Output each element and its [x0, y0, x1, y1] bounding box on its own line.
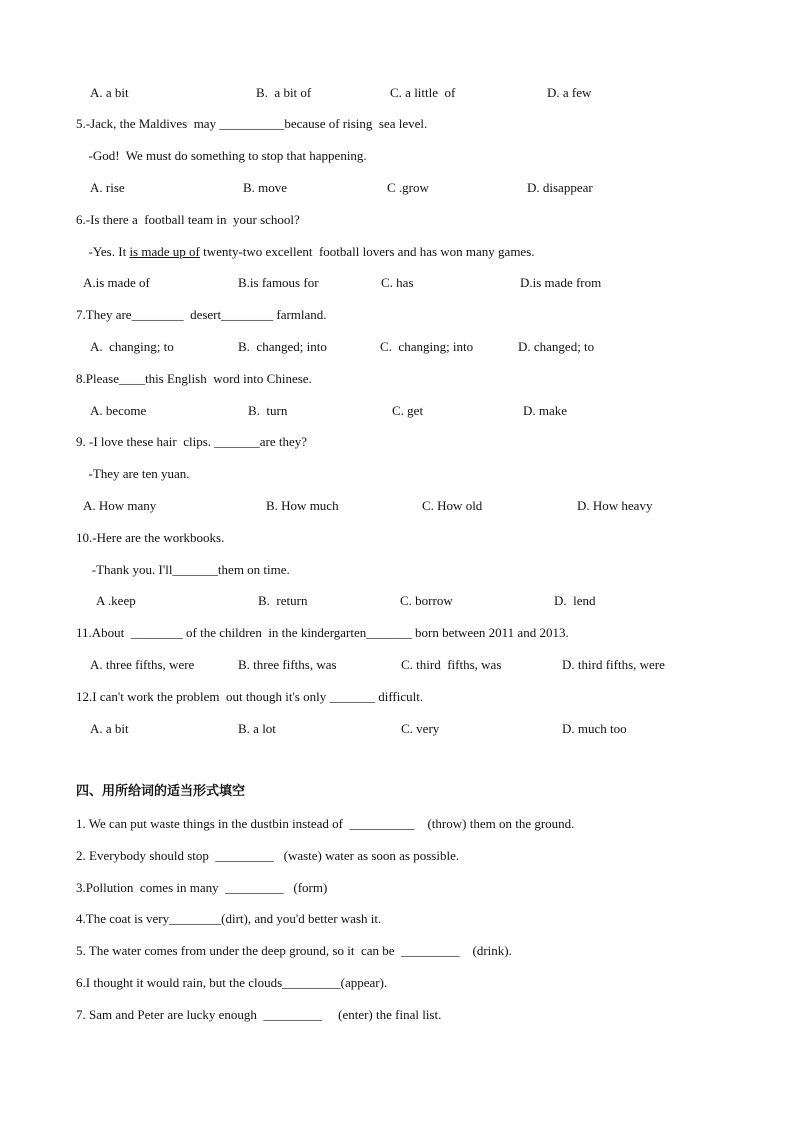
question-text: 10.-Here are the workbooks.	[76, 530, 225, 545]
fill-item: 7. Sam and Peter are lucky enough _________ (enter) the final list.	[76, 1007, 442, 1022]
option-a: A. a bit	[90, 721, 129, 736]
option-a: A. changing; to	[90, 339, 174, 354]
option-a: A. How many	[83, 498, 157, 513]
option-d: D. make	[523, 403, 568, 418]
option-d: D. third fifths, were	[562, 657, 665, 672]
option-a: A. a bit	[90, 85, 129, 100]
question-text: 7.They are________ desert________ farmland.	[76, 307, 327, 322]
option-b: B. a bit of	[256, 85, 312, 100]
option-a: A. rise	[90, 180, 125, 195]
option-b: B.is famous for	[238, 275, 319, 290]
option-c: C. very	[401, 721, 440, 736]
option-d: D.is made from	[520, 275, 602, 290]
fill-item: 4.The coat is very________(dirt), and you'd better wash it.	[76, 911, 382, 926]
question-text: 5.-Jack, the Maldives may __________because of rising sea level.	[76, 116, 428, 131]
option-b: B. move	[243, 180, 288, 195]
option-d: D. disappear	[527, 180, 593, 195]
option-b: B. a lot	[238, 721, 276, 736]
option-b: B. How much	[266, 498, 339, 513]
fill-item: 1. We can put waste things in the dustbin instead of __________ (throw) them on the ground.	[76, 816, 575, 831]
question-text: 11.About ________ of the children in the kindergarten_______ born between 2011 and 2013.	[76, 625, 569, 640]
option-b: B. return	[258, 593, 308, 608]
question-text: 9. -I love these hair clips. _______are they?	[76, 434, 308, 449]
underlined-phrase: is made up of	[129, 244, 200, 259]
fill-item: 2. Everybody should stop _________ (waste) water as soon as possible.	[76, 848, 460, 863]
question-text: -Thank you. I'll_______them on time.	[82, 562, 290, 577]
question-text: -They are ten yuan.	[82, 466, 190, 481]
option-d: D. lend	[554, 593, 596, 608]
option-c: C. changing; into	[380, 339, 474, 354]
question-text: 6.-Is there a football team in your school?	[76, 212, 300, 227]
fill-item: 6.I thought it would rain, but the clouds_________(appear).	[76, 975, 388, 990]
option-d: D. much too	[562, 721, 627, 736]
option-c: C. get	[392, 403, 424, 418]
option-a: A. become	[90, 403, 147, 418]
option-d: D. a few	[547, 85, 592, 100]
option-c: C. a little of	[390, 85, 456, 100]
question-text: -God! We must do something to stop that happening.	[82, 148, 367, 163]
fill-item: 5. The water comes from under the deep ground, so it can be _________ (drink).	[76, 943, 512, 958]
option-d: D. How heavy	[577, 498, 653, 513]
option-c: C .grow	[387, 180, 429, 195]
question-text: 8.Please____this English word into Chinese.	[76, 371, 312, 386]
section-title: 四、用所给词的适当形式填空	[76, 784, 246, 799]
option-b: B. turn	[248, 403, 288, 418]
option-a: A .keep	[96, 593, 136, 608]
answer-suffix: twenty-two excellent football lovers and has won many games.	[199, 244, 535, 259]
option-b: B. three fifths, was	[238, 657, 337, 672]
fill-item: 3.Pollution comes in many _________ (form)	[76, 880, 328, 895]
option-a: A. three fifths, were	[90, 657, 195, 672]
option-b: B. changed; into	[238, 339, 327, 354]
answer-prefix: -Yes. It	[82, 244, 130, 259]
option-a: A.is made of	[83, 275, 150, 290]
option-c: C. borrow	[400, 593, 453, 608]
option-c: C. How old	[422, 498, 483, 513]
option-c: C. third fifths, was	[401, 657, 502, 672]
question-text: 12.I can't work the problem out though it's only _______ difficult.	[76, 689, 424, 704]
option-c: C. has	[381, 275, 414, 290]
option-d: D. changed; to	[518, 339, 595, 354]
question-text	[82, 244, 535, 260]
